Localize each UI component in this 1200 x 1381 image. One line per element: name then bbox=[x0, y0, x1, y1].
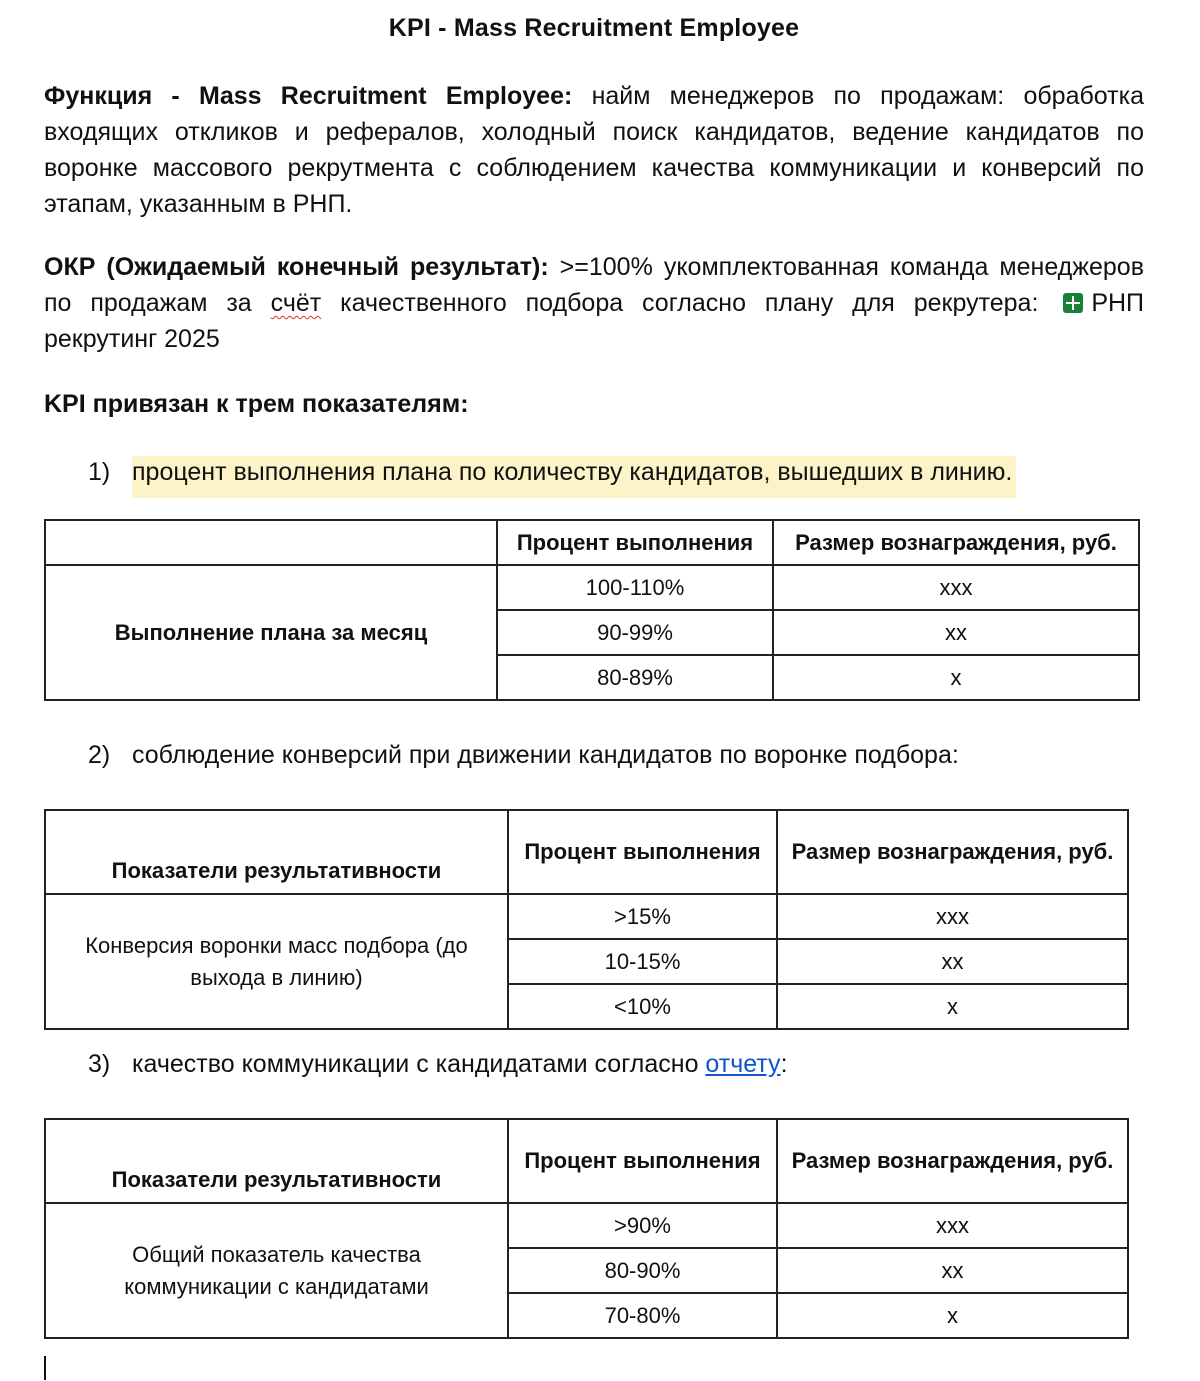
percent-cell: 10-15% bbox=[508, 939, 777, 984]
smart-chip-rnp[interactable]: РНП рекрутинг 2025 bbox=[44, 289, 1145, 353]
row-label: Выполнение плана за месяц bbox=[45, 565, 497, 700]
header-cell-indicators: Показатели результативности bbox=[45, 810, 508, 894]
function-paragraph bbox=[44, 78, 1144, 222]
table-row bbox=[45, 894, 1128, 939]
list-suffix: : bbox=[780, 1050, 788, 1078]
function-label: Функция - Mass Recruitment Employee: bbox=[44, 82, 573, 110]
header-cell-reward: Размер вознаграждения, руб. bbox=[777, 810, 1128, 894]
table-plan-completion bbox=[44, 519, 1140, 701]
misspelled-word[interactable]: счёт bbox=[270, 289, 322, 317]
reward-cell: xxx bbox=[777, 1203, 1128, 1248]
row-label: Общий показатель качества коммуникации с кандидатами bbox=[45, 1203, 508, 1338]
reward-cell: x bbox=[773, 655, 1139, 700]
header-cell-indicators: Показатели результативности bbox=[45, 1119, 508, 1203]
text-cursor bbox=[44, 1356, 46, 1380]
percent-cell: 90-99% bbox=[497, 610, 773, 655]
table-communication-quality bbox=[44, 1118, 1129, 1339]
table-row bbox=[45, 1203, 1128, 1248]
percent-cell: 80-90% bbox=[508, 1248, 777, 1293]
okr-text-before: >=100% укомплектованная команда менеджеров по продажам за bbox=[44, 253, 1144, 317]
list-item-2 bbox=[88, 737, 959, 773]
function-text: найм менеджеров по продажам: обработка входящих откликов и рефералов, холодный поиск кандидатов, ведение кандидатов по воронке массового рекрутмента с соблюдением качества коммуникации и конверсий по этапам, указанным в РНП. bbox=[44, 82, 1144, 218]
report-link[interactable]: отчету bbox=[705, 1050, 781, 1078]
reward-cell: x bbox=[777, 984, 1128, 1029]
table-conversion bbox=[44, 809, 1129, 1030]
table-header-row bbox=[45, 520, 1139, 565]
list-number: 3) bbox=[88, 1050, 111, 1078]
header-cell-percent: Процент выполнения bbox=[508, 1119, 777, 1203]
header-cell-reward: Размер вознаграждения, руб. bbox=[777, 1119, 1128, 1203]
reward-cell: xxx bbox=[777, 894, 1128, 939]
header-cell-reward: Размер вознаграждения, руб. bbox=[773, 520, 1139, 565]
okr-label: ОКР (Ожидаемый конечный результат): bbox=[44, 253, 549, 281]
table-header-row bbox=[45, 810, 1128, 894]
header-cell-empty bbox=[45, 520, 497, 565]
percent-cell: 100-110% bbox=[497, 565, 773, 610]
list-text: качество коммуникации с кандидатами согласно bbox=[132, 1050, 699, 1078]
reward-cell: x bbox=[777, 1293, 1128, 1338]
reward-cell: xx bbox=[773, 610, 1139, 655]
reward-cell: xx bbox=[777, 1248, 1128, 1293]
header-cell-percent: Процент выполнения bbox=[497, 520, 773, 565]
list-number: 2) bbox=[88, 741, 111, 769]
kpi-heading: KPI привязан к трем показателям: bbox=[44, 390, 469, 418]
table-header-row bbox=[45, 1119, 1128, 1203]
header-cell-percent: Процент выполнения bbox=[508, 810, 777, 894]
document-title: KPI - Mass Recruitment Employee bbox=[388, 14, 800, 42]
list-item-1 bbox=[88, 454, 1016, 490]
list-item-3 bbox=[88, 1046, 788, 1082]
highlighted-text: процент выполнения плана по количеству кандидатов, вышедших в линию. bbox=[132, 456, 1016, 498]
list-text: соблюдение конверсий при движении кандидатов по воронке подбора: bbox=[132, 741, 959, 769]
percent-cell: <10% bbox=[508, 984, 777, 1029]
okr-text-after: качественного подбора согласно плану для рекрутера: bbox=[340, 289, 1039, 317]
row-label: Конверсия воронки масс подбора (до выхода в линию) bbox=[45, 894, 508, 1029]
list-number: 1) bbox=[88, 458, 111, 486]
google-sheets-icon bbox=[1063, 293, 1083, 313]
percent-cell: >15% bbox=[508, 894, 777, 939]
okr-paragraph bbox=[44, 249, 1144, 357]
percent-cell: >90% bbox=[508, 1203, 777, 1248]
table-row bbox=[45, 565, 1139, 610]
percent-cell: 70-80% bbox=[508, 1293, 777, 1338]
reward-cell: xx bbox=[777, 939, 1128, 984]
reward-cell: xxx bbox=[773, 565, 1139, 610]
percent-cell: 80-89% bbox=[497, 655, 773, 700]
